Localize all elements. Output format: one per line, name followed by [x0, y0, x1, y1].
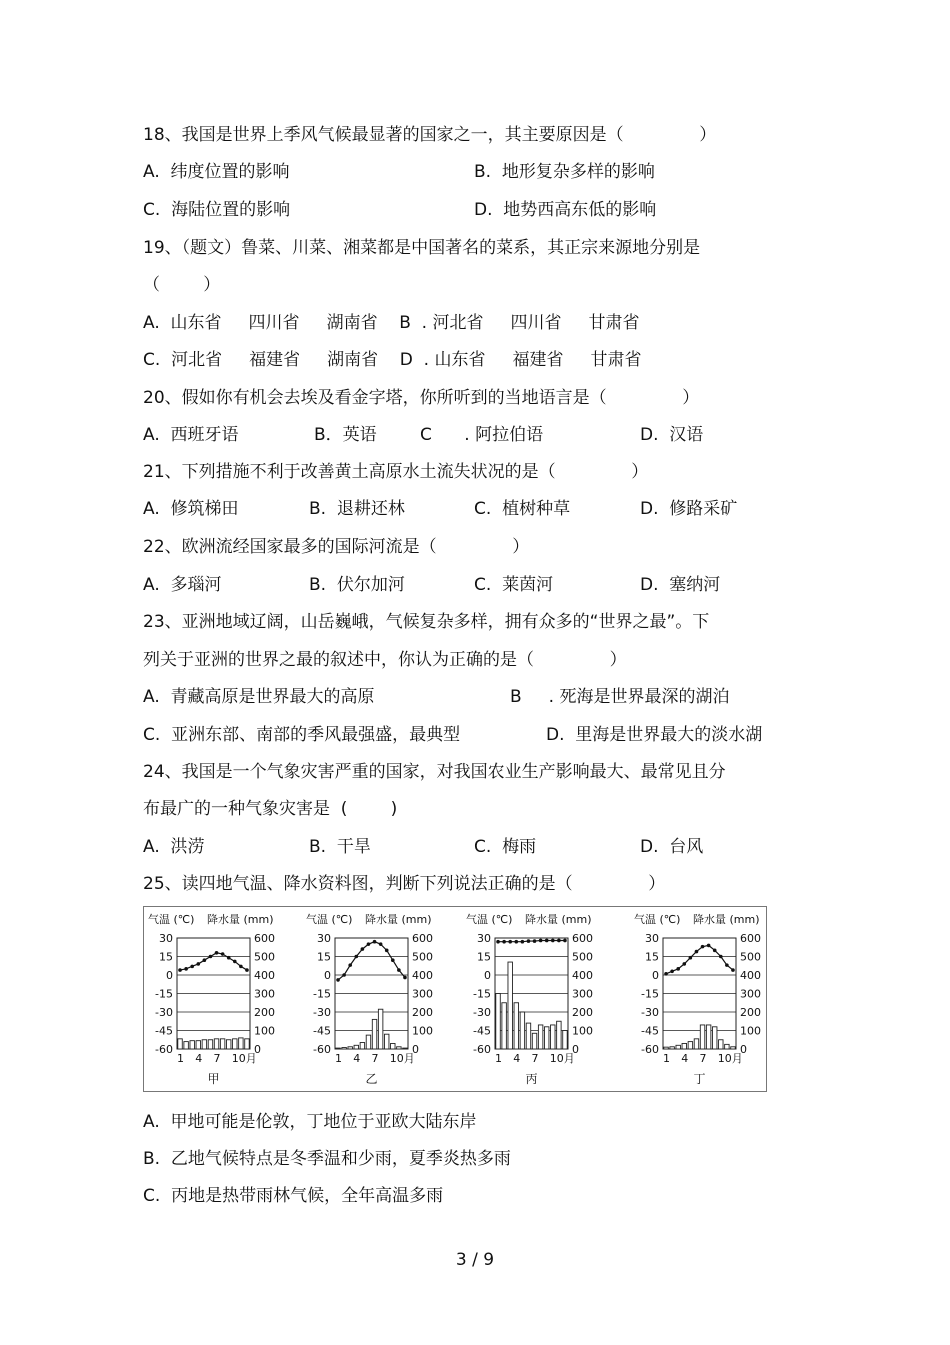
chart-1-temp-tick: -45: [313, 1024, 331, 1038]
q20-stem: 20、假如你有机会去埃及看金字塔，你所听到的当地语言是（ ）: [143, 388, 700, 408]
chart-0-precip-bar: [239, 1038, 243, 1049]
chart-1-precip-bar: [342, 1048, 346, 1049]
chart-2-precip-bar: [502, 1003, 506, 1049]
chart-3-precip-tick: 600: [740, 932, 761, 945]
chart-2-precip-bar: [496, 994, 500, 1050]
chart-1-precip-bar: [378, 1009, 382, 1049]
chart-0-temp-point: [233, 960, 237, 964]
chart-3-precip-bar: [712, 1027, 716, 1049]
q23-option-b: B . 死海是世界最深的湖泊: [510, 687, 730, 707]
chart-3-x-tick: 1: [663, 1052, 671, 1065]
page-number: 3 / 9: [455, 1250, 495, 1270]
q21-option-c: C. 植树种草: [474, 499, 571, 519]
chart-2-temp-tick: 0: [484, 969, 491, 982]
chart-3-x-tick: 7: [699, 1052, 707, 1065]
chart-3-precip-bar: [688, 1042, 692, 1049]
q19-stem-2: （ ）: [143, 275, 221, 295]
chart-2-temp-point: [514, 940, 518, 944]
chart-1-precip-tick: 100: [412, 1024, 433, 1038]
q21-option-d: D. 修路采矿: [640, 499, 738, 519]
chart-0-precip-label: 降水量 (mm): [207, 913, 274, 926]
chart-1-x-tick: 4: [353, 1052, 361, 1065]
chart-1-temp-point: [348, 963, 352, 967]
chart-3-temp-label: 气温 (℃): [634, 913, 681, 926]
q24-option-a: A. 洪涝: [143, 837, 205, 857]
q18-stem: 18、我国是世界上季风气候最显著的国家之一，其主要原因是（ ）: [143, 125, 717, 145]
chart-1-precip-bar: [397, 1047, 401, 1049]
chart-1-temp-point: [342, 973, 346, 977]
chart-0-temp-tick: -60: [155, 1043, 173, 1056]
climate-charts-svg: [144, 907, 766, 1091]
chart-0-temp-point: [209, 955, 213, 959]
chart-3-precip-bar: [706, 1025, 710, 1049]
chart-0-temp-tick: 0: [166, 969, 173, 982]
chart-2-precip-tick: 100: [572, 1024, 593, 1038]
chart-0-temp-line: [180, 953, 247, 970]
q24-stem: 24、我国是一个气象灾害严重的国家，对我国农业生产影响最大、最常见且分: [143, 762, 726, 782]
chart-2-precip-bar: [544, 1027, 548, 1049]
chart-1-temp-label: 气温 (℃): [306, 913, 353, 926]
chart-3-temp-point: [701, 945, 705, 949]
chart-3-temp-tick: -15: [641, 987, 659, 1001]
q22-option-d: D. 塞纳河: [640, 575, 721, 595]
chart-0-precip-bar: [184, 1042, 188, 1049]
q19-options-ab: A. 山东省 四川省 湖南省 B . 河北省 四川省 甘肃省: [143, 313, 640, 333]
chart-2-precip-tick: 400: [572, 969, 593, 982]
chart-0-precip-tick: 200: [254, 1006, 275, 1019]
chart-0-temp-point: [184, 967, 188, 971]
chart-0-temp-point: [227, 956, 231, 960]
q18-option-c: C. 海陆位置的影响: [143, 200, 291, 220]
chart-1-temp-tick: 0: [324, 969, 331, 982]
q19-options-cd: C. 河北省 福建省 湖南省 D . 山东省 福建省 甘肃省: [143, 350, 642, 370]
chart-1-temp-point: [403, 976, 407, 980]
chart-3-temp-point: [695, 950, 699, 954]
chart-0-precip-tick: 100: [254, 1024, 275, 1038]
chart-3-temp-tick: 0: [652, 969, 659, 982]
chart-2-precip-tick: 500: [572, 950, 593, 964]
chart-2-temp-point: [521, 940, 525, 944]
chart-3-temp-point: [725, 963, 729, 967]
chart-0-temp-point: [196, 962, 200, 966]
chart-1-precip-tick: 200: [412, 1006, 433, 1019]
chart-3-precip-bar: [731, 1047, 735, 1049]
chart-3-precip-tick: 500: [740, 950, 761, 964]
chart-2-precip-bar: [520, 1012, 524, 1049]
chart-2-precip-bar: [557, 1021, 561, 1049]
chart-2-precip-bar: [514, 1003, 518, 1049]
chart-2-temp-tick: 15: [477, 950, 491, 964]
chart-0-precip-bar: [245, 1039, 249, 1049]
chart-0-precip-tick: 600: [254, 932, 275, 945]
chart-0-precip-bar: [190, 1041, 194, 1049]
q18-option-d: D. 地势西高东低的影响: [474, 200, 657, 220]
chart-3-temp-tick: -45: [641, 1024, 659, 1038]
q25-option-b: B. 乙地气候特点是冬季温和少雨，夏季炎热多雨: [143, 1149, 511, 1169]
chart-1-precip-bar: [403, 1048, 407, 1049]
chart-2-temp-tick: -30: [473, 1006, 491, 1019]
chart-1-precip-tick: 500: [412, 950, 433, 964]
chart-0-temp-point: [245, 968, 249, 972]
chart-2-precip-bar: [532, 1033, 536, 1049]
chart-2-temp-point: [496, 940, 500, 944]
chart-2-temp-tick: -45: [473, 1024, 491, 1038]
chart-2-precip-tick: 600: [572, 932, 593, 945]
chart-2-precip-bar: [508, 962, 512, 1049]
chart-0-precip-tick: 400: [254, 969, 275, 982]
chart-0-x-tick: 1: [177, 1052, 185, 1065]
chart-2-precip-label: 降水量 (mm): [525, 913, 592, 926]
chart-2-x-tick: 7: [531, 1052, 539, 1065]
q20-option-b: B．英语: [314, 425, 377, 445]
chart-1-temp-point: [336, 978, 340, 982]
chart-3-precip-bar: [725, 1044, 729, 1049]
chart-2-temp-tick: 30: [477, 932, 491, 945]
chart-1-temp-tick: -60: [313, 1043, 331, 1056]
chart-0-temp-point: [203, 958, 207, 962]
q24-option-d: D. 台风: [640, 837, 704, 857]
q18-option-b: B. 地形复杂多样的影响: [474, 162, 655, 182]
chart-3-precip-tick: 300: [740, 987, 761, 1001]
chart-3-temp-tick: 15: [645, 950, 659, 964]
chart-1-precip-bar: [372, 1019, 376, 1049]
chart-0-temp-tick: -45: [155, 1024, 173, 1038]
chart-0-temp-label: 气温 (℃): [148, 913, 195, 926]
chart-0-temp-tick: 30: [159, 932, 173, 945]
chart-2-precip-bar: [551, 1025, 555, 1049]
chart-0-precip-bar: [202, 1040, 206, 1049]
chart-0-temp-point: [190, 965, 194, 969]
chart-0-temp-point: [178, 968, 182, 972]
q23-option-d: D. 里海是世界最大的淡水湖: [546, 725, 763, 745]
chart-3-temp-point: [689, 956, 693, 960]
chart-0-precip-bar: [226, 1040, 230, 1049]
chart-3-precip-bar: [664, 1047, 668, 1049]
chart-3-temp-tick: 30: [645, 932, 659, 945]
chart-2-x-tick: 10月: [549, 1052, 575, 1065]
q19-stem: 19、（题文）鲁菜、川菜、湘菜都是中国著名的菜系，其正宗来源地分别是: [143, 238, 701, 258]
chart-3-x-tick: 4: [681, 1052, 689, 1065]
chart-2-temp-point: [533, 939, 537, 943]
chart-1-temp-point: [397, 968, 401, 972]
chart-1-precip-tick: 400: [412, 969, 433, 982]
chart-0-precip-bar: [233, 1039, 237, 1049]
chart-3-precip-tick: 0: [740, 1043, 747, 1056]
chart-3-title: 丁: [693, 1072, 706, 1086]
chart-2-temp-point: [557, 939, 561, 943]
chart-0-temp-point: [221, 952, 225, 956]
chart-3-precip-bar: [670, 1047, 674, 1049]
chart-2-temp-label: 气温 (℃): [466, 913, 513, 926]
chart-0-precip-bar: [220, 1039, 224, 1049]
chart-1-precip-bar: [354, 1045, 358, 1049]
chart-2-x-tick: 4: [513, 1052, 521, 1065]
chart-1-x-tick: 1: [335, 1052, 343, 1065]
q25-option-a: A. 甲地可能是伦敦，丁地位于亚欧大陆东岸: [143, 1112, 477, 1132]
chart-3-precip-bar: [694, 1039, 698, 1049]
q21-option-b: B. 退耕还林: [309, 499, 405, 519]
chart-0-temp-point: [215, 951, 219, 955]
chart-1-temp-point: [379, 942, 383, 946]
chart-1-temp-line: [338, 942, 405, 980]
chart-1-x-tick: 7: [371, 1052, 379, 1065]
chart-0-x-tick: 7: [213, 1052, 221, 1065]
q22-option-b: B. 伏尔加河: [309, 575, 405, 595]
q25-stem: 25、读四地气温、降水资料图，判断下列说法正确的是（ ）: [143, 874, 666, 894]
chart-2-temp-point: [539, 939, 543, 943]
q23-option-c: C. 亚洲东部、南部的季风最强盛，最典型: [143, 725, 461, 745]
chart-1-precip-tick: 600: [412, 932, 433, 945]
chart-1-temp-point: [391, 958, 395, 962]
chart-3-precip-tick: 200: [740, 1006, 761, 1019]
chart-3-temp-tick: -60: [641, 1043, 659, 1056]
chart-3-precip-bar: [682, 1043, 686, 1049]
climate-charts-figure: [143, 906, 767, 1092]
chart-1-precip-bar: [348, 1047, 352, 1049]
q18-option-a: A. 纬度位置的影响: [143, 162, 290, 182]
q21-stem: 21、下列措施不利于改善黄土高原水土流失状况的是（ ）: [143, 462, 649, 482]
chart-3-precip-tick: 100: [740, 1024, 761, 1038]
chart-2-temp-tick: -60: [473, 1043, 491, 1056]
chart-1-x-tick: 10月: [389, 1052, 415, 1065]
chart-2-temp-point: [551, 939, 555, 943]
chart-1-temp-tick: -15: [313, 987, 331, 1001]
chart-1-precip-bar: [366, 1035, 370, 1049]
chart-2-temp-line: [498, 940, 565, 941]
q22-stem: 22、欧洲流经国家最多的国际河流是（ ）: [143, 537, 530, 557]
chart-0-x-tick: 10月: [231, 1052, 257, 1065]
chart-2-precip-bar: [526, 1023, 530, 1049]
chart-1-precip-tick: 300: [412, 987, 433, 1001]
chart-3-precip-label: 降水量 (mm): [693, 913, 760, 926]
chart-0-precip-tick: 300: [254, 987, 275, 1001]
chart-2-temp-point: [502, 940, 506, 944]
chart-3-temp-point: [670, 970, 674, 974]
chart-1-precip-bar: [336, 1048, 340, 1049]
q24-option-b: B. 干旱: [309, 837, 371, 857]
chart-1-precip-label: 降水量 (mm): [365, 913, 432, 926]
chart-1-precip-bar: [384, 1034, 388, 1049]
chart-1-precip-tick: 0: [412, 1043, 419, 1056]
q20-option-c: C . 阿拉伯语: [420, 425, 544, 445]
q23-option-a: A. 青藏高原是世界最大的高原: [143, 687, 375, 707]
chart-3-temp-point: [664, 972, 668, 976]
chart-3-precip-bar: [719, 1040, 723, 1049]
q20-option-a: A. 西班牙语: [143, 425, 239, 445]
chart-3-x-tick: 10月: [717, 1052, 743, 1065]
chart-1-temp-tick: -30: [313, 1006, 331, 1019]
q24-stem-2: 布最广的一种气象灾害是 ( ): [143, 799, 398, 819]
q20-option-d: D. 汉语: [640, 425, 704, 445]
q22-option-a: A. 多瑙河: [143, 575, 222, 595]
chart-2-temp-point: [563, 939, 567, 943]
q21-option-a: A. 修筑梯田: [143, 499, 239, 519]
chart-3-temp-point: [719, 955, 723, 959]
chart-1-title: 乙: [365, 1072, 378, 1086]
chart-1-temp-point: [354, 955, 358, 959]
chart-3-temp-line: [666, 945, 733, 973]
chart-0-temp-point: [239, 965, 243, 969]
chart-2-x-tick: 1: [495, 1052, 503, 1065]
chart-0-title: 甲: [207, 1072, 220, 1086]
chart-2-temp-point: [545, 939, 549, 943]
chart-1-temp-point: [361, 947, 365, 951]
chart-0-temp-tick: -30: [155, 1006, 173, 1019]
chart-3-precip-bar: [676, 1045, 680, 1049]
chart-0-temp-tick: 15: [159, 950, 173, 964]
chart-3-temp-point: [713, 949, 717, 953]
chart-0-precip-bar: [196, 1041, 200, 1049]
chart-0-precip-bar: [178, 1039, 182, 1049]
chart-1-temp-point: [367, 942, 371, 946]
q22-option-c: C. 莱茵河: [474, 575, 554, 595]
chart-0-precip-bar: [208, 1040, 212, 1049]
chart-2-temp-tick: -15: [473, 987, 491, 1001]
chart-1-temp-point: [373, 940, 377, 944]
chart-2-temp-point: [508, 940, 512, 944]
chart-1-precip-bar: [360, 1043, 364, 1049]
chart-2-precip-tick: 0: [572, 1043, 579, 1056]
chart-3-temp-point: [682, 962, 686, 966]
chart-3-temp-point: [731, 968, 735, 972]
q25-option-c: C. 丙地是热带雨林气候，全年高温多雨: [143, 1186, 444, 1206]
chart-3-precip-tick: 400: [740, 969, 761, 982]
chart-2-precip-tick: 300: [572, 987, 593, 1001]
chart-3-precip-bar: [700, 1025, 704, 1049]
chart-0-precip-tick: 500: [254, 950, 275, 964]
chart-1-temp-point: [385, 949, 389, 953]
chart-0-x-tick: 4: [195, 1052, 203, 1065]
chart-3-temp-tick: -30: [641, 1006, 659, 1019]
chart-0-temp-tick: -15: [155, 987, 173, 1001]
chart-2-title: 丙: [525, 1072, 538, 1086]
chart-0-precip-bar: [214, 1039, 218, 1049]
chart-3-temp-point: [707, 944, 711, 948]
chart-1-temp-tick: 15: [317, 950, 331, 964]
chart-2-precip-tick: 200: [572, 1006, 593, 1019]
chart-2-precip-bar: [538, 1025, 542, 1049]
chart-2-temp-point: [527, 939, 531, 943]
chart-1-precip-bar: [391, 1043, 395, 1049]
q23-stem: 23、亚洲地域辽阔，山岳巍峨，气候复杂多样，拥有众多的“世界之最”。下: [143, 612, 710, 632]
q23-stem-2: 列关于亚洲的世界之最的叙述中，你认为正确的是（ ）: [143, 650, 627, 670]
chart-0-precip-tick: 0: [254, 1043, 261, 1056]
q24-option-c: C. 梅雨: [474, 837, 537, 857]
chart-3-temp-point: [676, 967, 680, 971]
chart-2-precip-bar: [563, 1031, 567, 1050]
chart-1-temp-tick: 30: [317, 932, 331, 945]
